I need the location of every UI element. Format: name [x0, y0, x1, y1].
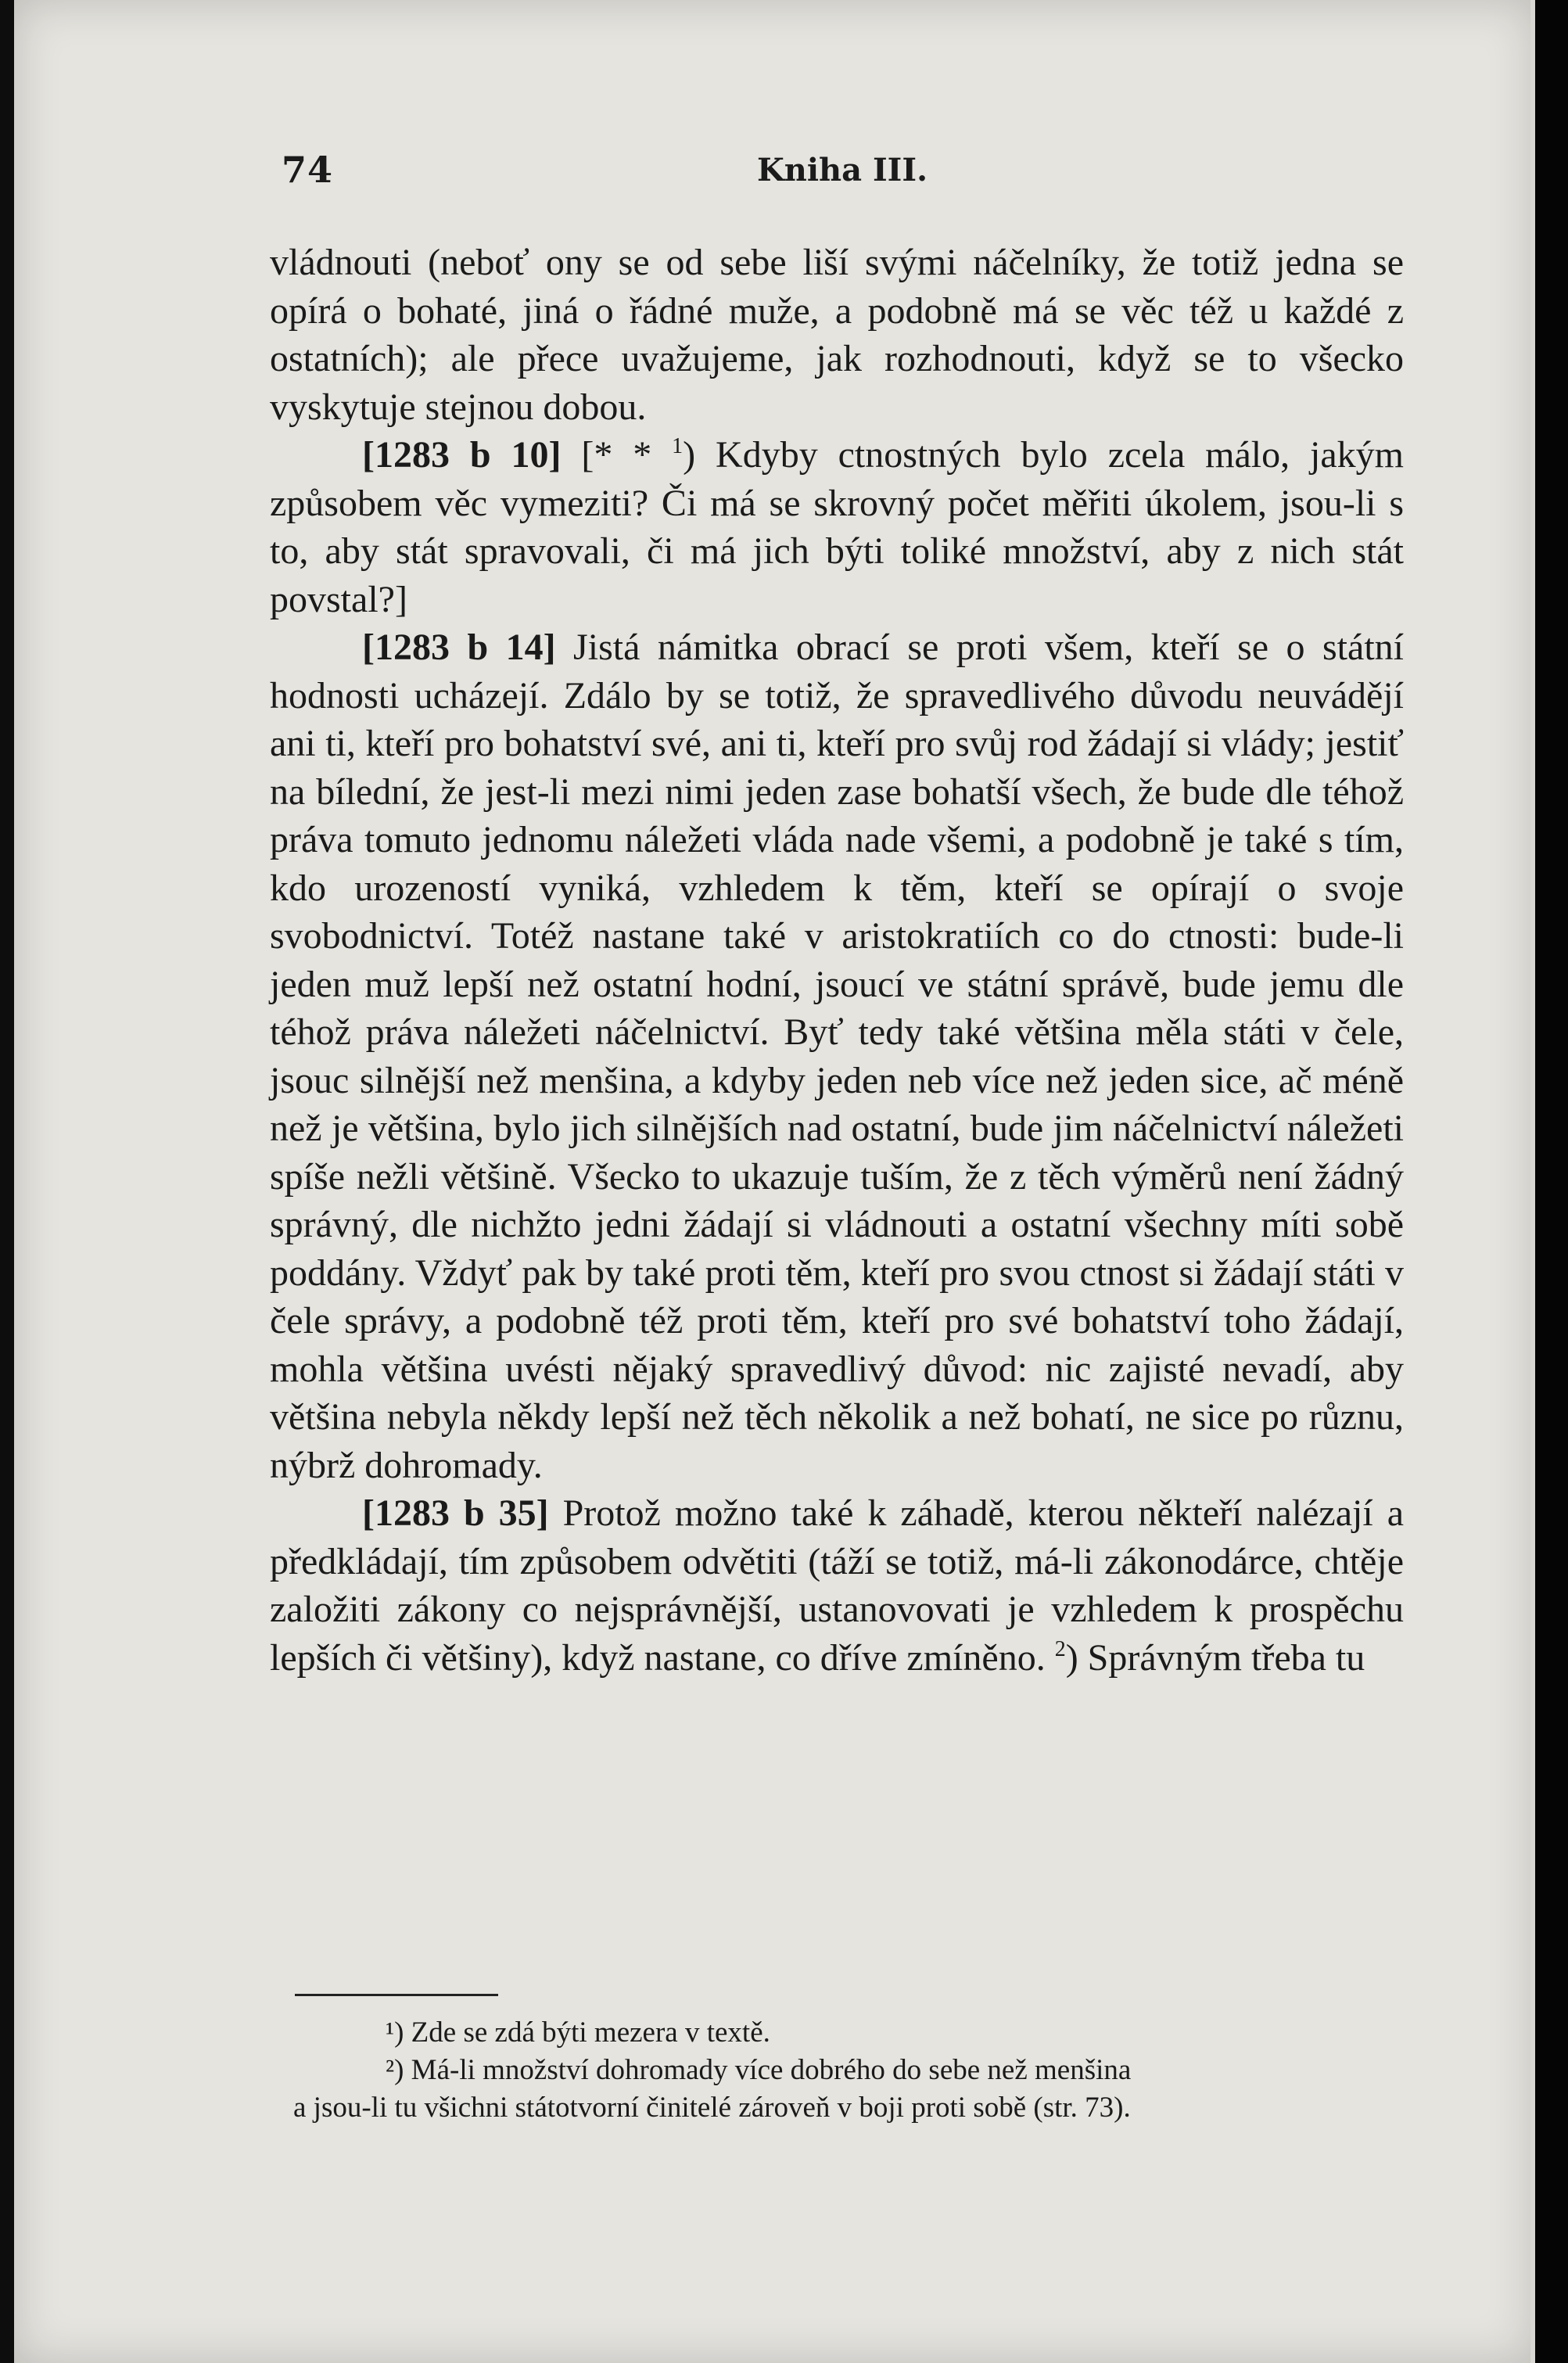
page-number: 74 [282, 149, 334, 191]
page-header [264, 149, 1422, 196]
main-text [270, 239, 1404, 1682]
paragraph [270, 431, 1404, 623]
paragraph-text: Protož možno také k záhadě, kterou někteří nalézají a předkládají, tím způsobem odvětiti (táží se totiž, má-li zákonodárce, chtěje založiti zákony co nejsprávnější, ustanovovati je vzhledem k prospěchu lepších či většiny), když nastane, co dříve zmíněno. [270, 1492, 1404, 1679]
paragraph-text: ) Kdyby ctnostných bylo zcela málo, jakým způsobem věc vymeziti? Či má se skrovný počet měřiti úkolem, jsou-li s to, aby stát spravovali, či má jich býti toliké množství, aby z nich stát povstal?] [270, 434, 1405, 620]
footnote-mark: 1 [672, 434, 684, 458]
footnote-text: Zde se zdá býti mezera v textě. [404, 2016, 770, 2049]
footnote-mark: ²) [386, 2054, 404, 2086]
bekker-reference: [1283 b 35] [362, 1492, 549, 1534]
footnote [293, 2014, 1408, 2052]
footnote-continuation [293, 2089, 1408, 2127]
footnote-mark: ¹) [386, 2016, 404, 2049]
paragraph-text: [* * [561, 434, 673, 476]
footnote-text: Má-li množství dohromady více dobrého do sebe než menšina [404, 2054, 1132, 2086]
footnote [293, 2052, 1408, 2089]
bekker-reference: [1283 b 10] [362, 434, 562, 476]
bekker-reference: [1283 b 14] [362, 627, 556, 668]
footnote-divider [295, 1994, 498, 1996]
footnotes [293, 2014, 1408, 2127]
running-title: Kniha III. [757, 152, 928, 189]
paragraph [270, 623, 1404, 1489]
paragraph-text: ) Správným třeba tu [1065, 1636, 1365, 1679]
footnote-text: a jsou-li tu všichni státotvorní činitelé zároveň v boji proti sobě (str. 73). [293, 2092, 1131, 2124]
paragraph [270, 239, 1404, 431]
scan-border [1535, 0, 1568, 2363]
paragraph [270, 1489, 1404, 1682]
footnote-mark: 2 [1054, 1636, 1066, 1661]
paragraph-text: Jistá námitka obrací se proti všem, kteří se o státní hodnosti ucházejí. Zdálo by se totiž, že spravedlivého důvodu neuvádějí ani ti, kteří pro bohatství své, ani ti, kteří pro svůj rod žádají si vlády; jestiť na bílední, že jest-li mezi nimi jeden zase bohatší všech, že bude dle téhož práva tomuto jednomu náležeti vláda nade všemi, a podobně je také s tím, kdo urozeností vyniká, vzhledem k těm, kteří se opírají o svoje svobodnictví. Totéž nastane také v aristokratiích co do ctnosti: bude-li jeden muž lepší než ostatní hodní, jsoucí ve státní správě, bude jemu dle téhož práva náležeti náčelnictví. Byť tedy také většina měla státi v čele, jsouc silnější než menšina, a kdyby jeden neb více než jeden sice, ač méně než je většina, bylo jich silnějších nad ostatní, bude jim náčelnictví náležeti spíše nežli většině. Všecko to ukazuje tuším, že z těch výměrů není žádný správný, dle nichžto jedni žádají si vládnouti a ostatní všechny míti sobě poddány. Vždyť pak by také proti těm, kteří pro svou ctnost si žádají státi v čele správy, a podobně též proti těm, kteří pro své bohatství toho žádají, mohla většina uvésti nějaký spravedlivý důvod: nic zajisté nevadí, aby většina nebyla někdy lepší než těch několik a než bohatí, ne sice po různu, nýbrž dohromady. [270, 627, 1404, 1486]
paragraph-text: vládnouti (neboť ony se od sebe liší svými náčelníky, že totiž jedna se opírá o bohaté, jiná o řádné muže, a podobně má se věc též u každé z ostatních); ale přece uvažujeme, jak rozhodnouti, když se to všecko vyskytuje stejnou dobou. [270, 242, 1404, 428]
